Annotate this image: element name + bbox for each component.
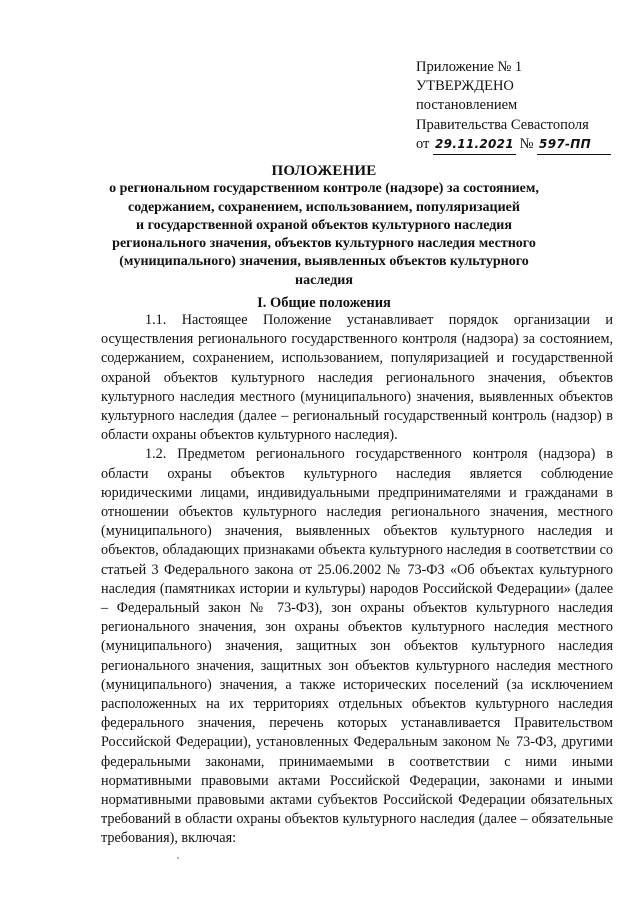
paragraph-1-2: 1.2. Предметом регионального государственного контроля (надзора) в области охраны объектов культурного наследия является соблюдение юридическими лицами, индивидуальными предпринимателями и гражданами в отношении объектов культурного наследия регионального значения, местного (муниципального) значения, выявленных объектов культурного наследия и объектов, обладающих признаками объекта культурного наследия в соответствии со статьей 3 Федерального закона от 25.06.2002 № 73-ФЗ «Об объектах культурного наследия (памятниках истории и культуры) народов Российской Федерации» (далее – Федеральный закон № 73-ФЗ), зон охраны объектов культурного наследия регионального значения, зон охраны объектов культурного наследия местного (муниципального) значения, защитных зон объектов культурного наследия регионального значения, защитных зон объектов культурного наследия местного (муниципального) значения, а также исторических поселений (за исключением расположенных на их территориях отдельных объектов культурного наследия федерального значения, перечень которых устанавливается Правительством Российской Федерации), установленных Федеральным законом № 73-ФЗ, другими федеральными законами, принимаемыми в соответствии с ними иными нормативными правовыми актами Российской Федерации, законами и иными нормативными правовыми актами субъектов Российской Федерации обязательных требований в области охраны объектов культурного наследия (далее – обязательные требования), включая:: [101, 446, 613, 847]
section-heading: I. Общие положения: [257, 295, 391, 311]
title-line: содержанием, сохранением, использованием, популяризацией: [128, 199, 520, 215]
approval-stamp-block: [416, 58, 626, 155]
title-line: регионального значения, объектов культурного наследия местного: [112, 236, 536, 252]
document-body: [101, 311, 613, 849]
title-line: о региональном государственном контроле (надзоре) за состоянием,: [109, 181, 539, 197]
date-number-line: [416, 135, 626, 155]
handwritten-number: 597-ПП: [537, 135, 611, 155]
paragraph-1-1: 1.1. Настоящее Положение устанавливает порядок организации и осуществления регионального государственного контроля (надзора) за состоянием, содержанием, сохранением, использованием, популяризацией и государственной охраной объектов культурного наследия регионального значения, объектов культурного наследия местного (муниципального) значения, выявленных объектов культурного наследия (далее – региональный государственный контроль (надзор) в области охраны объектов культурного наследия).: [101, 312, 613, 444]
resolution-label: постановлением: [416, 97, 518, 114]
appendix-number: Приложение № 1: [416, 59, 523, 75]
scan-speck: [177, 857, 179, 859]
handwritten-date: 29.11.2021: [433, 135, 516, 155]
approved-label: УТВЕРЖДЕНО: [416, 78, 514, 95]
number-label: №: [519, 135, 534, 152]
title-line: и государственной охраной объектов культурного наследия: [136, 217, 512, 233]
title-line: (муниципального) значения, выявленных объектов культурного: [119, 254, 529, 270]
government-name: Правительства Севастополя: [416, 116, 589, 133]
from-label: от: [416, 135, 430, 152]
title-heading: ПОЛОЖЕНИЕ: [271, 163, 377, 179]
document-title: [100, 162, 548, 290]
title-line: наследия: [295, 272, 353, 288]
